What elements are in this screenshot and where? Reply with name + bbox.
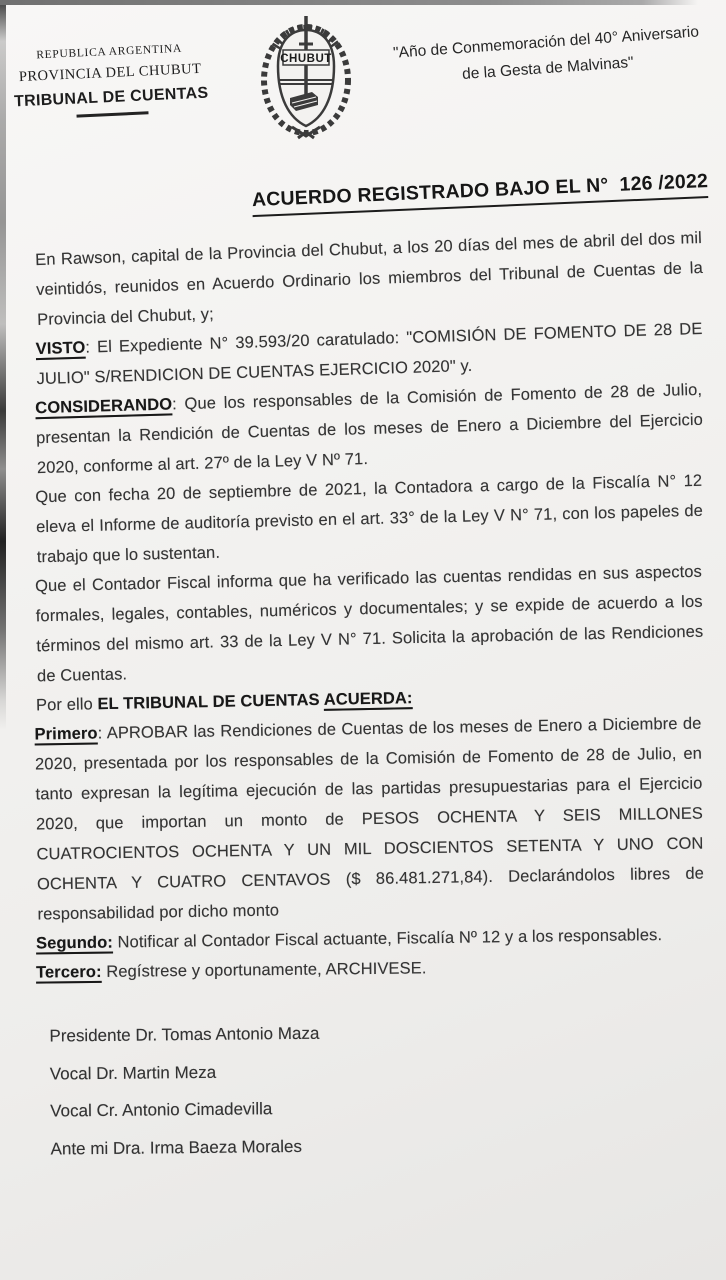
paragraph <box>35 375 704 483</box>
text-segment: ACUERDA: <box>323 689 413 709</box>
text-segment: : APROBAR las Rendiciones de Cuentas de los meses de Enero a Diciembre de 2020, presentada por los responsables de la Comisión de Fomento de 28 de Julio, en tanto expresan la legítima ejecución de las partidas presupuestarias para el Ejercicio 2020, que importan un monto de PESOS OCHENTA Y SEIS MILLONES CUATROCIENTOS OCHENTA Y UN MIL DOSCIENTOS SETENTA Y UNO CON OCHENTA Y CUATRO CENTAVOS ($ 86.481.271,84). Declarándolos libres de responsabilidad por dicho monto <box>34 714 705 924</box>
text-segment: VISTO <box>35 338 86 359</box>
signature-block <box>49 1010 726 1167</box>
paragraph <box>34 709 704 930</box>
signatory-line: Vocal Dr. Martin Meza <box>49 1062 217 1084</box>
text-segment: Que el Contador Fiscal informa que ha verificado las cuentas rendidas en sus aspectos formales, legales, contables, numéricos y documentales; y se expide de acuerdo a los términos del mismo art. 33 de la Ley V N° 71. Solicita la aprobación de las Rendiciones de Cuentas. <box>34 562 704 686</box>
text-segment: Que con fecha 20 de septiembre de 2021, la Contadora a cargo de la Fiscalía N° 12 eleva el Informe de auditoría previsto en el art. 33° de la Ley V N° 71, con los papeles de trabajo que lo sustentan. <box>35 471 704 567</box>
signatory-line: Presidente Dr. Tomas Antonio Maza <box>49 1023 320 1046</box>
signatory-line: Ante mi Dra. Irma Baeza Morales <box>50 1136 303 1159</box>
text-segment: Segundo: <box>35 933 114 953</box>
text-segment: CONSIDERANDO <box>35 395 173 418</box>
paragraph <box>35 466 704 573</box>
agency-line: TRIBUNAL DE CUENTAS <box>13 84 209 111</box>
text-segment: Por ello <box>35 695 98 715</box>
document-body <box>0 228 726 984</box>
text-segment: EL TRIBUNAL DE CUENTAS <box>97 690 324 714</box>
agency-line: REPUBLICA ARGENTINA <box>36 42 183 62</box>
text-segment: Primero <box>34 724 98 744</box>
agency-line: PROVINCIA DEL CHUBUT <box>18 60 202 86</box>
paragraph <box>36 950 703 987</box>
text-segment: En Rawson, capital de la Provincia del Chubut, a los 20 días del mes de abril del dos mil veintidós, reunidos en Acuerdo Ordinario los miembros del Tribunal de Cuentas de la Provincia del Chubut, y; <box>34 228 704 330</box>
text-segment: Regístrese y oportunamente, ARCHIVESE. <box>101 959 427 981</box>
text-segment: Notificar al Contador Fiscal actuante, Fiscalía Nº 12 y a los responsables. <box>112 926 663 952</box>
text-segment: : El Expediente N° 39.593/20 caratulado: "COMISIÓN DE FOMENTO DE 28 DE JULIO" S/RENDICION DE CUENTAS EJERCICIO 2020" y. <box>36 319 703 389</box>
motto-line: "Año de Conmemoración del 40° Aniversario <box>392 23 700 62</box>
paragraph <box>35 557 704 692</box>
title-row <box>0 0 726 218</box>
signatory-line: Vocal Cr. Antonio Cimadevilla <box>50 1099 273 1121</box>
text-segment: : Que los responsables de la Comisión de Fomento de 28 de Julio, presentan la Rendición de Cuentas de los meses de Enero a Diciembre del Ejercicio 2020, conforme al art. 27º de la Ley V Nº 71. <box>35 380 704 478</box>
document-title: ACUERDO REGISTRADO BAJO EL N° 126 /2022 <box>251 170 708 217</box>
text-segment: Tercero: <box>35 962 102 982</box>
motto-line: de la Gesta de Malvinas" <box>461 53 635 83</box>
crest-label: CHUBUT <box>280 53 332 65</box>
